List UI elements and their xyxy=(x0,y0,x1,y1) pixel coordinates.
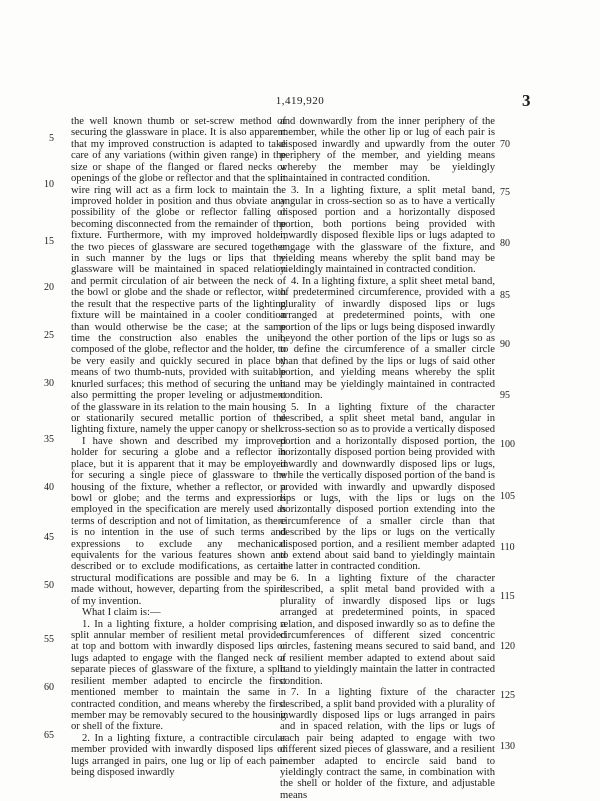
line-number: 130 xyxy=(500,741,515,752)
line-number: 5 xyxy=(49,133,54,144)
line-number: 25 xyxy=(44,330,54,341)
line-number: 120 xyxy=(500,641,515,652)
line-number: 40 xyxy=(44,482,54,493)
claim-paragraph: 2. In a lighting fixture, a contractible circular member provided with inwardly disposed lips or lugs arranged in pairs, one lug or lip of each pair being disposed inwardly xyxy=(71,732,286,779)
line-number: 100 xyxy=(500,439,515,450)
line-number: 65 xyxy=(44,730,54,741)
line-number: 30 xyxy=(44,378,54,389)
line-number: 60 xyxy=(44,682,54,693)
left-text-column xyxy=(71,116,286,778)
line-number: 80 xyxy=(500,238,510,249)
claim-paragraph: 6. In a lighting fixture of the character described, a split metal band provided with a plurality of inwardly disposed lips or lugs arranged at predetermined points, in spaced relation, and disposed inwardly so as to define the circumferences of different sized concentric circles, fastening means secured to said band, and a resilient member adapted to extend about said band to yieldingly maintain the latter in contracted condition. xyxy=(280,572,495,687)
paragraph: the well known thumb or set-screw method of securing the glassware in place. It is also apparent that my improved construction is adapted to take care of any variations (within given range) in the size or shape of the flanged or flared necks or openings of the globe or reflector and that the split wire ring will act as a firm lock to maintain the improved holder in position and thus obviate any possibility of the globe or reflector falling or becoming disconnected from the remainder of the fixture. Furthermore, with my improved holder, the two pieces of glassware are secured together in such manner by the lugs or lips that the glassware will be maintained in spaced relation and permit circulation of air between the neck of the bowl or globe and the shade or reflector, with the result that the respective parts of the lighting fixture will be maintained in a cooler condition than would otherwise be the case; at the same time the construction also enables the unit, composed of the globe, reflector and the holder, to be very easily and quickly secured in place by means of two thumb-nuts, provided with suitable knurled surfaces; this method of securing the unit also permitting the proper leveling or adjustment of the glassware in its relation to the main housing or stationarily secured metallic portion of the lighting fixture, namely the upper canopy or shell. xyxy=(71,116,286,436)
line-number: 70 xyxy=(500,139,510,150)
line-number: 50 xyxy=(44,580,54,591)
claim-paragraph: 1. In a lighting fixture, a holder comprising a split annular member of resilient metal provided at top and bottom with inwardly disposed lips or lugs adapted to engage with the flanged neck of separate pieces of glassware of the fixture, a split resilient member adapted to encircle the first mentioned member to maintain the same in contracted condition, and means whereby the first member may be removably secured to the housing or shell of the fixture. xyxy=(71,618,286,733)
line-number: 115 xyxy=(500,591,515,602)
line-number: 85 xyxy=(500,290,510,301)
line-number: 20 xyxy=(44,282,54,293)
claims-intro: What I claim is:— xyxy=(82,607,161,619)
line-number: 110 xyxy=(500,542,515,553)
line-number: 125 xyxy=(500,690,515,701)
claim-paragraph: 3. In a lighting fixture, a split metal band, angular in cross-section so as to have a vertically disposed portion and a horizontally disposed portion, both portions being provided with inwardly disposed flexible lips or lugs adapted to engage with the glassware of the fixture, and yielding means whereby the split band may be yieldingly maintained in contracted condition. xyxy=(280,184,495,276)
line-number: 45 xyxy=(44,532,54,543)
paragraph: and downwardly from the inner periphery of the member, while the other lip or lug of each pair is disposed inwardly and upwardly from the outer periphery of the member, and yielding means whereby the member may be yieldingly maintained in contracted condition. xyxy=(280,116,495,185)
paragraph: I have shown and described my improved holder for securing a globe and a reflector in place, but it is apparent that it may be employed for securing a single piece of glassware to the housing of the fixture, whether a reflector, or a bowl or globe; and the terms and expressions employed in the specification are merely used as terms of description and not of limitation, as there is no intention in the use of such terms and expressions to exclude any mechanical equivalents for the various features shown and described or to exclude modifications, as certain structural modifications are possible and may be made without, however, departing from the spirit of my invention. xyxy=(71,435,286,607)
line-number: 55 xyxy=(44,634,54,645)
line-number: 75 xyxy=(500,187,510,198)
line-number: 90 xyxy=(500,339,510,350)
right-text-column xyxy=(280,116,495,801)
patent-number: 1,419,920 xyxy=(275,95,325,107)
claim-paragraph: 5. In a lighting fixture of the character described, a split sheet metal band, angular in cross-section so as to provide a vertically disposed portion and a horizontally disposed portion, the horizontally disposed portion being provided with inwardly and downwardly disposed lips or lugs, while the vertically disposed portion of the band is provided with inwardly and upwardly disposed lips or lugs, with the lips or lugs on the horizontally disposed portion extending into the circumference of a smaller circle than that described by the lips or lugs on the vertically disposed portion, and a resilient member adapted to extend about said band to yieldingly maintain the latter in contracted condition. xyxy=(280,401,495,573)
line-number: 15 xyxy=(44,236,54,247)
page-number: 3 xyxy=(522,91,531,110)
line-number: 105 xyxy=(500,491,515,502)
line-number: 35 xyxy=(44,434,54,445)
claim-paragraph: 4. In a lighting fixture, a split sheet metal band, of predetermined circumference, provided with a plurality of inwardly disposed lips or lugs arranged at predetermined points, with one portion of the lips or lugs being disposed inwardly beyond the other portion of the lips or lugs so as to define the circumference of a smaller circle than that defined by the lips or lugs of said other portion, and yielding means whereby the split band may be yieldingly maintained in contracted condition. xyxy=(280,275,495,402)
line-number: 95 xyxy=(500,390,510,401)
line-number: 10 xyxy=(44,179,54,190)
claim-paragraph: 7. In a lighting fixture of the character described, a split band provided with a plurality of inwardly disposed lips or lugs arranged in pairs and in spaced relation, with the lips or lugs of each pair being adapted to engage with two different sized pieces of glassware, and a resilient member adapted to encircle said band to yieldingly contract the same, in combination with the shell or holder of the fixture, and adjustable means xyxy=(280,687,495,801)
